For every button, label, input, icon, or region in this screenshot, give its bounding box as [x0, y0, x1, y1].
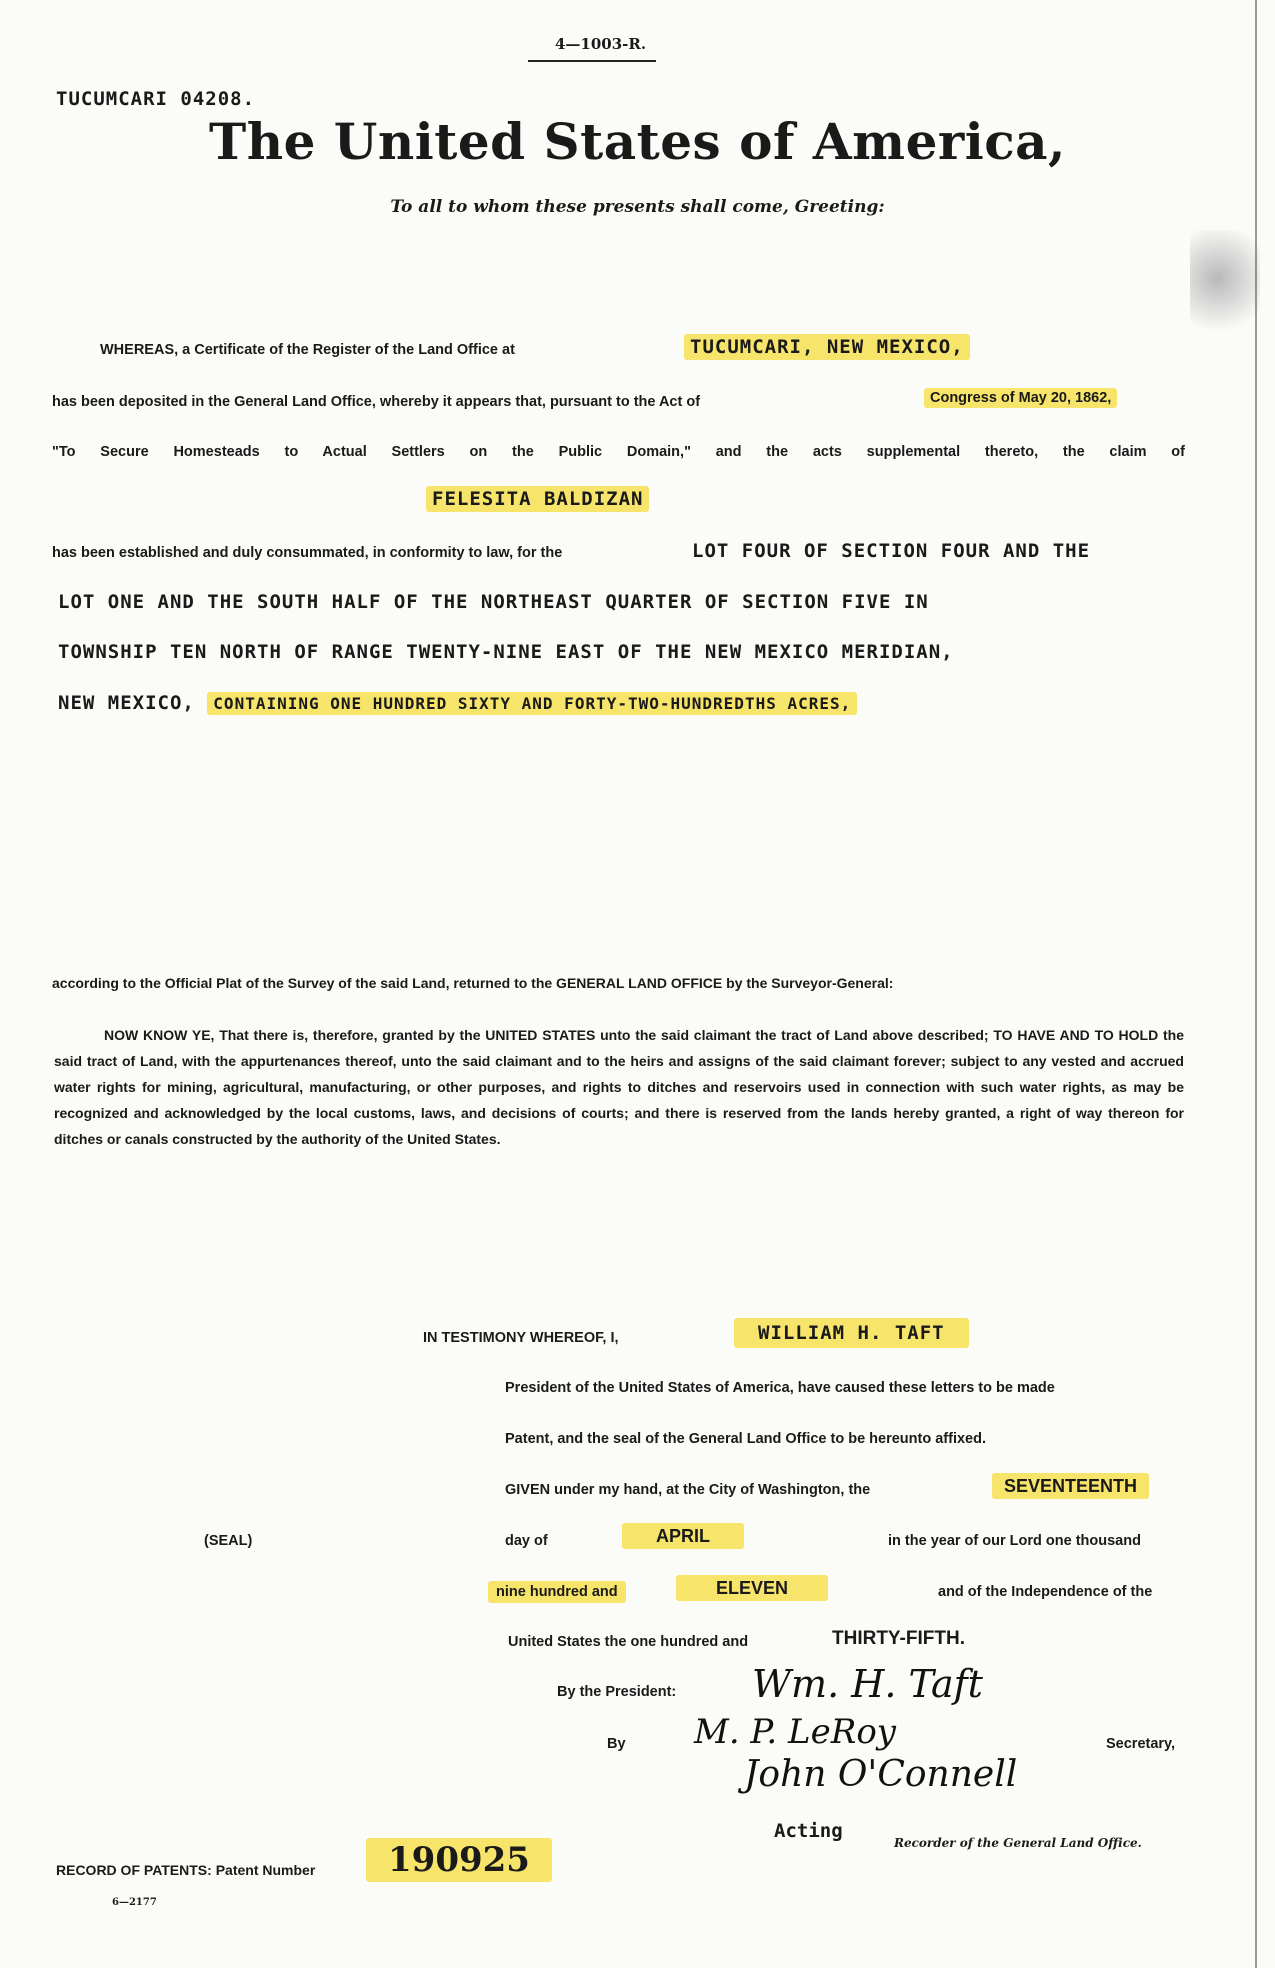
- claimant-name: [426, 488, 649, 510]
- testimony-line1: President of the United States of America, have caused these letters to be made: [505, 1380, 1055, 1396]
- testimony-intro: IN TESTIMONY WHEREOF, I,: [423, 1330, 619, 1346]
- us-hundred-label: United States the one hundred and: [508, 1634, 749, 1650]
- form-number-rule: [528, 60, 656, 62]
- land-description-prefix: NEW MEXICO,: [58, 692, 195, 714]
- whereas-line1: WHEREAS, a Certificate of the Register of the Land Office at: [100, 342, 515, 358]
- president-name: [734, 1322, 969, 1344]
- claimant-highlight: FELESITA BALDIZAN: [426, 486, 649, 512]
- acreage-highlight: CONTAINING ONE HUNDRED SIXTY AND FORTY-TWO-HUNDREDTHS ACRES,: [207, 692, 857, 715]
- scan-speckle: [1190, 230, 1260, 350]
- president-highlight: WILLIAM H. TAFT: [734, 1318, 969, 1348]
- recorder-signature: John O'Connell: [744, 1754, 1018, 1795]
- whereas-line3: "To Secure Homesteads to Actual Settlers on the Public Domain," and the acts supplemental thereto, the claim of: [52, 444, 1185, 460]
- by-label: By: [607, 1736, 626, 1752]
- seal-label: (SEAL): [204, 1533, 253, 1549]
- acting-label: Acting: [774, 1820, 843, 1842]
- plat-statement: according to the Official Plat of the Survey of the said Land, returned to the GENERAL LAND OFFICE by the Surveyor-General:: [52, 975, 894, 991]
- land-description-line2: LOT ONE AND THE SOUTH HALF OF THE NORTHEAST QUARTER OF SECTION FIVE IN: [58, 591, 929, 613]
- grant-paragraph: NOW KNOW YE, That there is, therefore, granted by the UNITED STATES unto the said claimant the tract of Land above described; TO HAVE AND TO HOLD the said tract of Land, with the appurtenances thereof, unto the said claimant and to the heirs and assigns of the said claimant forever; subject to any vested and accrued water rights for mining, agricultural, manufacturing, or other purposes, and rights to ditches and reservoirs used in connection with such water rights, as may be recognized and acknowledged by the local customs, laws, and decisions of courts; and there is reserved from the lands hereby granted, a right of way thereon for ditches or canals constructed by the authority of the United States.: [54, 1027, 1184, 1147]
- secretary-label: Secretary,: [1106, 1736, 1176, 1752]
- testimony-line2: Patent, and the seal of the General Land Office to be hereunto affixed.: [505, 1431, 986, 1447]
- independence-year: THIRTY-FIFTH.: [832, 1628, 965, 1649]
- form-code: 6—2177: [112, 1897, 157, 1908]
- whereas-line5: has been established and duly consummated, in conformity to law, for the: [52, 545, 563, 561]
- independence-label: and of the Independence of the: [938, 1584, 1153, 1600]
- land-description-line3: TOWNSHIP TEN NORTH OF RANGE TWENTY-NINE EAST OF THE NEW MEXICO MERIDIAN,: [58, 641, 954, 663]
- land-description-line4: [58, 692, 857, 714]
- month-highlight: APRIL: [622, 1523, 744, 1549]
- nine-hundred-highlight: nine hundred and: [488, 1581, 626, 1603]
- document-title: The United States of America,: [209, 112, 1066, 171]
- act-highlight: Congress of May 20, 1862,: [924, 388, 1117, 408]
- testimony-line3: GIVEN under my hand, at the City of Washington, the: [505, 1482, 871, 1498]
- land-office: [684, 336, 970, 358]
- greeting: To all to whom these presents shall come, Greeting:: [390, 197, 885, 217]
- by-president-label: By the President:: [557, 1684, 677, 1700]
- recorder-label: Recorder of the General Land Office.: [894, 1836, 1142, 1850]
- land-office-highlight: TUCUMCARI, NEW MEXICO,: [684, 334, 970, 360]
- record-label: RECORD OF PATENTS: Patent Number: [56, 1862, 316, 1878]
- president-signature: Wm. H. Taft: [752, 1662, 983, 1706]
- day-ordinal: [992, 1476, 1149, 1497]
- day-of-label: day of: [505, 1533, 548, 1549]
- land-description-line1: LOT FOUR OF SECTION FOUR AND THE: [692, 540, 1091, 562]
- serial-number: TUCUMCARI 04208.: [56, 88, 256, 110]
- year-of-lord: in the year of our Lord one thousand: [888, 1533, 1141, 1549]
- act-reference: [924, 390, 1117, 406]
- whereas-line2: has been deposited in the General Land Office, whereby it appears that, pursuant to the Act of: [52, 394, 701, 410]
- secretary-signature: M. P. LeRoy: [694, 1712, 897, 1752]
- year-word-highlight: ELEVEN: [676, 1575, 828, 1601]
- patent-number: [366, 1840, 552, 1880]
- form-number: 4—1003-R.: [555, 35, 647, 53]
- month: [622, 1526, 744, 1547]
- nine-hundred-label: [488, 1584, 626, 1600]
- patent-number-highlight: 190925: [366, 1838, 552, 1882]
- day-ordinal-highlight: SEVENTEENTH: [992, 1473, 1149, 1499]
- year-word: [676, 1578, 828, 1599]
